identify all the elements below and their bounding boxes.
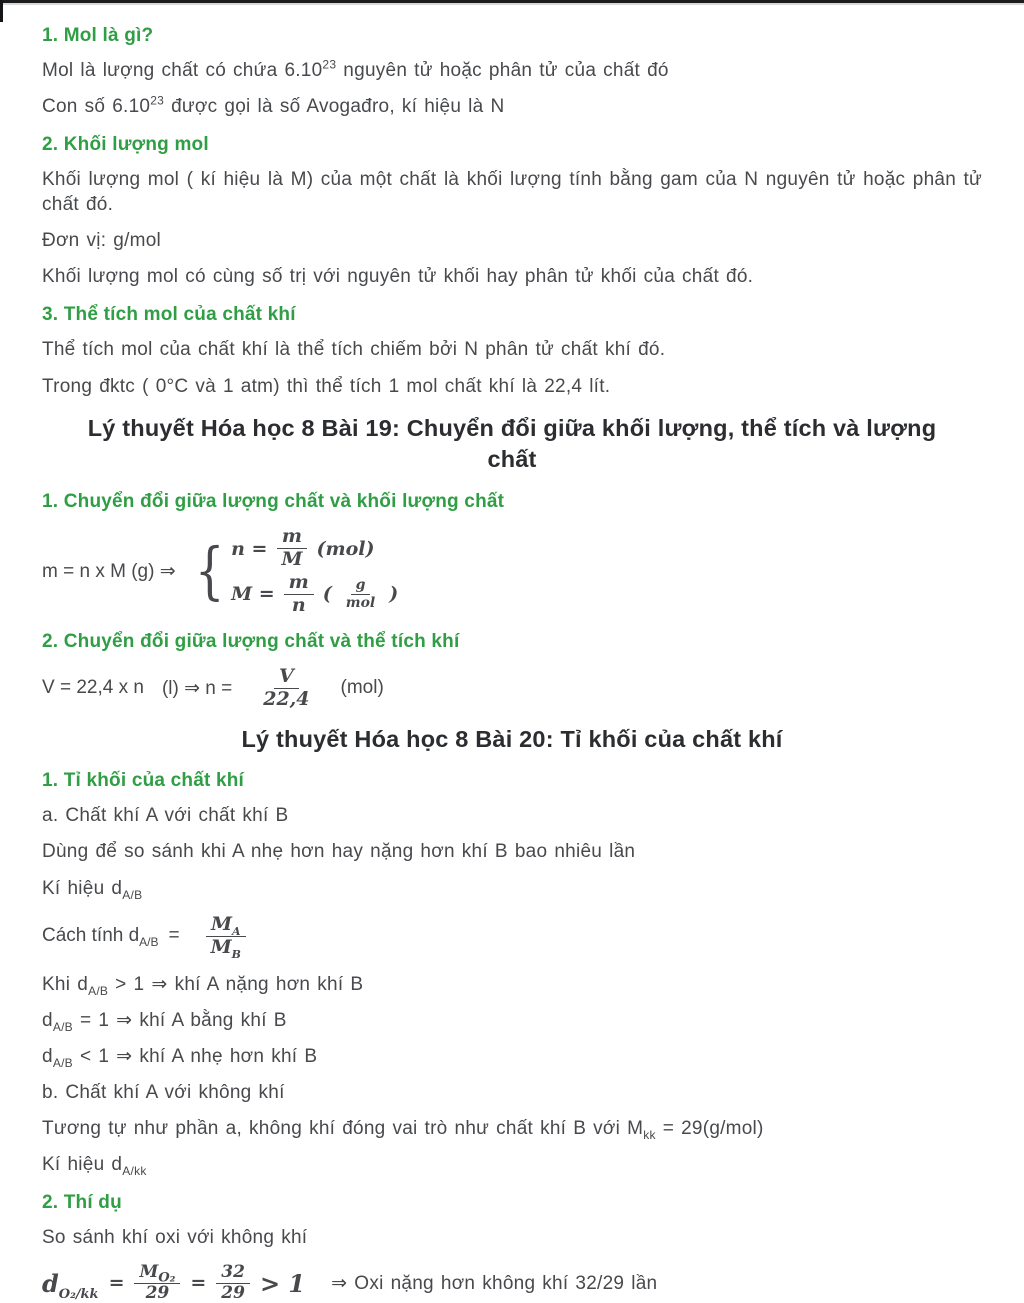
text-segment: d (42, 1009, 53, 1031)
equation-system (231, 527, 398, 616)
para-dab-greater (42, 972, 982, 997)
heading-chuyen-doi-khoi-luong: 1. Chuyển đổi giữa lượng chất và khối lượng chất (42, 491, 505, 513)
heading-mol-la-gi: 1. Mol là gì? (42, 25, 154, 46)
fraction-m-over-M: $\frac{m}{M}$ (276, 527, 307, 570)
para-mol-definition (42, 58, 982, 83)
formula-conclusion: ⇒ Oxi nặng hơn không khí 32/29 lần (331, 1272, 658, 1294)
subscript-Akk: A/kk (122, 1163, 147, 1178)
text-segment: = 29(g/mol) (655, 1117, 764, 1139)
text-segment: Con số 6.10 (42, 96, 151, 118)
formula-mid: (l) ⇒ n = (161, 677, 233, 699)
fraction-g-over-mol: $\frac{g}{\text{mol}}$ (345, 577, 376, 611)
formula-V-22-4 (42, 664, 982, 710)
text-segment: nguyên tử hoặc phân tử của chất đó (336, 60, 669, 81)
text-segment: Mol là lượng chất có chứa 6.10 (42, 60, 323, 81)
subscript-AB: A/B (52, 1055, 73, 1070)
math-lhs: M = (231, 583, 275, 606)
para-ki-hieu-dakk (42, 1152, 982, 1177)
para-dktc: Trong đktc ( 0°C và 1 atm) thì thể tích 1 mol chất khí là 22,4 lít. (42, 375, 611, 397)
numerator-MO2: $M_{O_2}$ (134, 1264, 180, 1284)
formula-d-o2-kk (42, 1264, 982, 1303)
equation-n (231, 527, 398, 570)
text-segment: d (42, 1045, 53, 1067)
text-segment: < 1 ⇒ khí A nhẹ hơn khí B (72, 1045, 318, 1067)
para-avogadro (42, 94, 982, 119)
text-segment: Khi d (42, 973, 89, 995)
heading-the-tich-mol: 3. Thể tích mol của chất khí (42, 304, 296, 326)
para-the-tich-dinh-nghia: Thể tích mol của chất khí là thể tích chiếm bởi N phân tử chất khí đó. (42, 339, 666, 361)
numerator-MA: $M_A$ (206, 915, 246, 937)
denominator-29: 29 (221, 1282, 245, 1303)
para-dab-equal (42, 1008, 982, 1033)
subscript-AB: A/B (88, 983, 109, 998)
heading-khoi-luong-mol: 2. Khối lượng mol (42, 134, 209, 156)
equals-sign: = (190, 1272, 207, 1295)
formula-cach-tinh (42, 912, 982, 961)
subscript-AB: A/B (122, 887, 143, 902)
denominator-MB: $M_B$ (210, 935, 241, 961)
title-bai-19: Lý thuyết Hóa học 8 Bài 19: Chuyển đổi giữa khối lượng, thể tích và lượng chất (87, 414, 937, 473)
equals-sign: = (108, 1272, 125, 1295)
math-lhs: n = (231, 537, 268, 560)
text-segment: Tương tự như phần a, không khí đóng vai trò như chất khí B với M (42, 1117, 644, 1139)
formula-unit: (mol) (340, 677, 384, 699)
text-segment: Kí hiệu d (42, 1153, 123, 1175)
para-khoi-luong-dinh-nghia: Khối lượng mol ( kí hiệu là M) của một chất là khối lượng tính bằng gam của N nguyên tử hoặc phân tử chất đó. (42, 169, 982, 216)
superscript-23: 23 (150, 93, 165, 108)
subscript-O2kk: O₂/kk (58, 1286, 99, 1302)
formula-m-n-M (42, 527, 982, 616)
subscript-AB: A/B (139, 934, 159, 949)
math-d-o2kk: $d_{O_2/kk}$ (42, 1268, 99, 1302)
subscript-kk: kk (643, 1127, 656, 1142)
subscript-AB: A/B (52, 1019, 73, 1034)
para-dung-de-so-sanh: Dùng để so sánh khi A nhẹ hơn hay nặng hơn khí B bao nhiêu lần (42, 841, 636, 863)
greater-than-one: > 1 (259, 1268, 306, 1298)
superscript-23: 23 (322, 57, 337, 72)
fraction-MO2-over-29 (134, 1264, 180, 1303)
text-segment: = 1 ⇒ khí A bằng khí B (72, 1009, 287, 1031)
heading-thi-du: 2. Thí dụ (42, 1191, 122, 1213)
para-tuong-tu (42, 1116, 982, 1141)
fraction-V-over-22-4: $\frac{V}{22,4}$ (263, 664, 310, 710)
fraction-m-over-n: $\frac{m}{n}$ (284, 573, 314, 616)
para-dab-less (42, 1044, 982, 1069)
text-segment: được gọi là số Avogađro, kí hiệu là N (164, 96, 505, 118)
formula-lead: m = n x M (g) ⇒ (42, 560, 176, 582)
top-border-light (0, 3, 1024, 5)
para-so-sanh-oxi: So sánh khí oxi với không khí (42, 1226, 308, 1248)
curly-brace: { (194, 534, 225, 608)
paren-close: ) (389, 583, 399, 606)
fraction-32-over-29 (216, 1264, 250, 1303)
fraction-MA-over-MB (206, 912, 246, 961)
math-unit: (mol) (316, 537, 375, 560)
text-segment: Kí hiệu d (42, 877, 123, 899)
equals-sign: = (168, 925, 180, 947)
heading-ti-khoi: 1. Tỉ khối của chất khí (42, 770, 245, 792)
text-segment: > 1 ⇒ khí A nặng hơn khí B (108, 973, 364, 995)
equation-M (231, 570, 399, 616)
title-bai-20: Lý thuyết Hóa học 8 Bài 20: Tỉ khối của chất khí (241, 725, 783, 752)
denominator-29: 29 (145, 1282, 170, 1303)
formula-lead: V = 22,4 x n (42, 677, 144, 699)
para-don-vi: Đơn vị: g/mol (42, 230, 162, 252)
left-edge-tick (0, 0, 3, 22)
para-a-khi-A-B: a. Chất khí A với chất khí B (42, 805, 289, 827)
para-khoi-luong-so-tri: Khối lượng mol có cùng số trị với nguyên tử khối hay phân tử khối của chất đó. (42, 266, 754, 288)
paren-open: ( (322, 583, 332, 606)
para-ki-hieu-dab (42, 876, 982, 901)
para-b-khi-A-khong-khi: b. Chất khí A với không khí (42, 1081, 285, 1103)
numerator-32: 32 (216, 1264, 250, 1284)
formula-lead: Cách tính $d_{A/B}$ (42, 925, 159, 949)
heading-chuyen-doi-the-tich: 2. Chuyển đổi giữa lượng chất và thể tích khí (42, 630, 460, 652)
